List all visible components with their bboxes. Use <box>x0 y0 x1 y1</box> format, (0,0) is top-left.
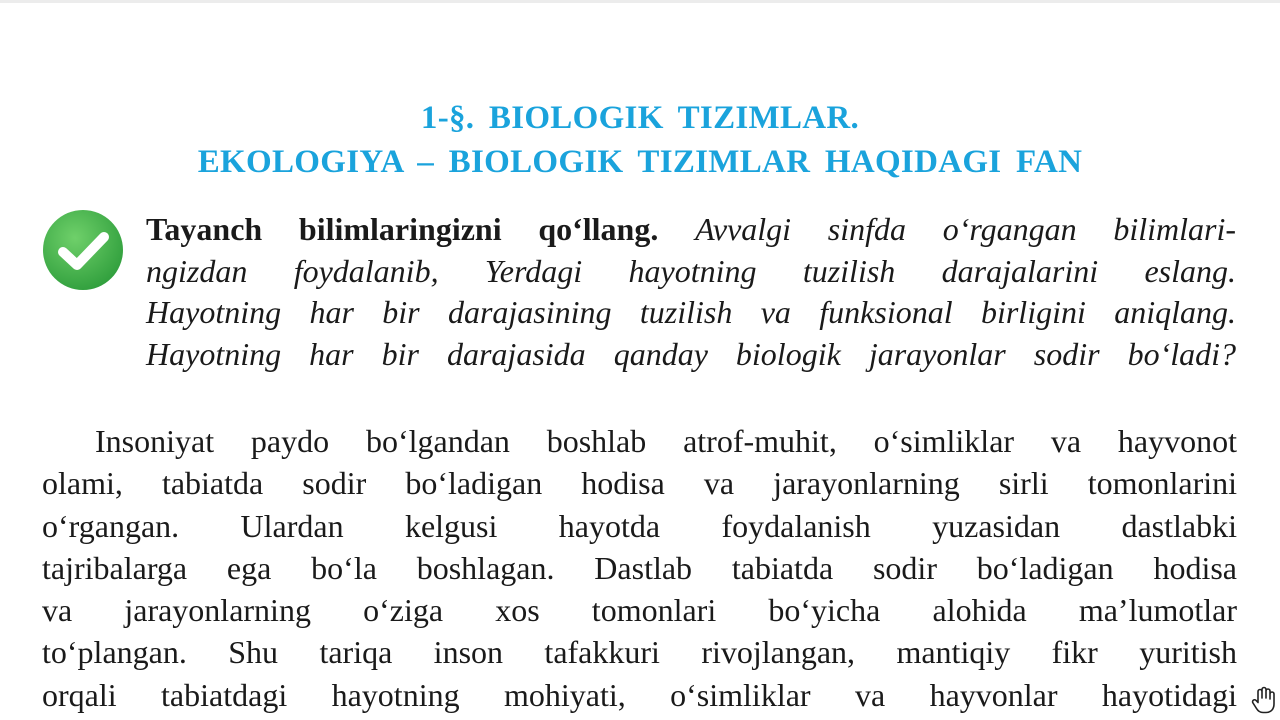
callout-line-2: ngizdan foydalanib, Yerdagi hayotning tuzilish darajalarini eslang. <box>146 252 1236 289</box>
callout-line-4: Hayotning har bir darajasida qanday biologik jarayonlar sodir bo‘ladi? <box>146 335 1236 372</box>
key-knowledge-callout <box>146 209 1236 375</box>
body-line: orqali tabiatdagi hayotning mohiyati, o‘simliklar va hayvonlar hayotidagi <box>42 676 1237 713</box>
body-paragraph <box>42 420 1237 716</box>
callout-line-1-text: Avvalgi sinfda o‘rgangan bilimlari- <box>695 211 1237 247</box>
body-line: va jarayonlarning o‘ziga xos tomonlari bo‘yicha alohida ma’lumotlar <box>42 592 1237 629</box>
hand-cursor-icon <box>1250 686 1276 714</box>
callout-lead: Tayanch bilimlaringizni qo‘llang. <box>146 211 659 247</box>
section-title <box>0 96 1280 184</box>
section-title-line-2: EKOLOGIYA – BIOLOGIK TIZIMLAR HAQIDAGI FAN <box>197 144 1083 180</box>
body-line: to‘plangan. Shu tariqa inson tafakkuri rivojlangan, mantiqiy fikr yuritish <box>42 634 1237 671</box>
check-icon <box>42 209 124 291</box>
body-line: tajribalarga ega bo‘la boshlagan. Dastlab tabiatda sodir bo‘ladigan hodisa <box>42 549 1237 586</box>
callout-line-3: Hayotning har bir darajasining tuzilish va funksional birligini aniqlang. <box>146 294 1236 330</box>
top-divider <box>0 0 1280 3</box>
body-line: Insoniyat paydo bo‘lgandan boshlab atrof-muhit, o‘simliklar va hayvonot <box>95 423 1237 459</box>
section-title-line-1: 1-§. BIOLOGIK TIZIMLAR. <box>420 100 860 136</box>
callout-line-1 <box>146 209 1236 251</box>
body-line: olami, tabiatda sodir bo‘ladigan hodisa va jarayonlarning sirli tomonlarini <box>42 465 1237 502</box>
body-line: o‘rgangan. Ulardan kelgusi hayotda foydalanish yuzasidan dastlabki <box>42 507 1237 544</box>
